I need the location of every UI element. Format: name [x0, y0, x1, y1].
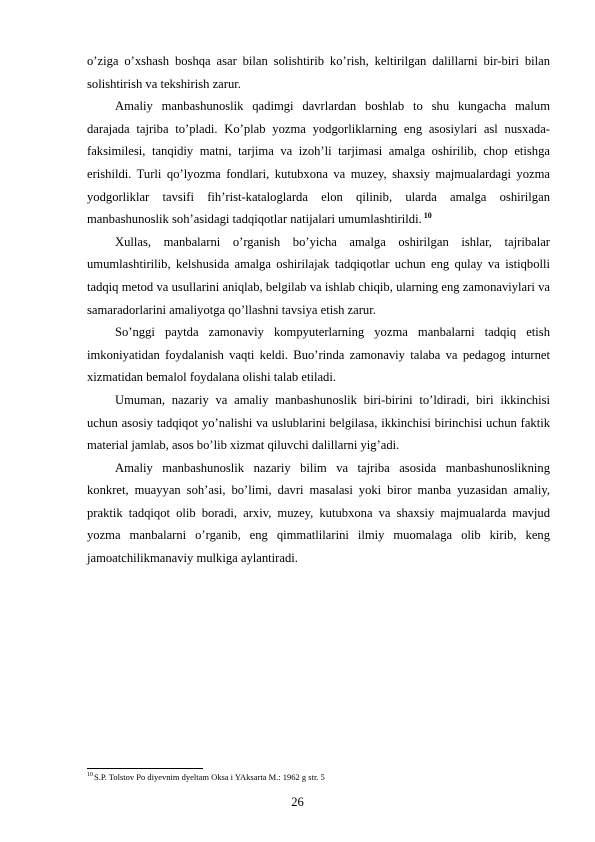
paragraph	[87, 231, 550, 321]
paragraph	[87, 457, 550, 570]
footnote	[87, 771, 550, 783]
footnote-reference[interactable]: 10	[423, 210, 432, 220]
page-body	[87, 50, 550, 570]
paragraph-text: Amaliy manbashunoslik nazariy bilim va tajriba asosida manbashunoslikning konkret, muayyan soh’asi, bo’limi, davri masalasi yoki biror manba yuzasidan amaliy, praktik tadqiqot olib boradi, arxiv, muzey, kutubxona va shaxsiy majmualarda mavjud yozma manbalarni o’rganib, eng qimmatlilarini ilmiy muomalaga olib kirib, keng jamoatchilikmanaviy mulkiga aylantiradi.	[87, 460, 550, 566]
page-number: 26	[291, 795, 304, 809]
footnote-number: 10	[87, 772, 93, 779]
paragraph	[87, 321, 550, 389]
footnote-text: S.P. Tolstov Po diyevnim dyeltam Oksa i YAksarta M.: 1962 g str. 5	[94, 772, 325, 782]
paragraph	[87, 389, 550, 457]
footnote-divider	[87, 768, 203, 769]
paragraph-text: o’ziga o’xshash boshqa asar bilan solishtirib ko’rish, keltirilgan dalillarni bir-biri bilan solishtirish va tekshirish zarur.	[87, 54, 550, 91]
paragraph	[87, 95, 550, 231]
paragraph-text: So’nggi paytda zamonaviy kompyuterlarning yozma manbalarni tadqiq etish imkoniyatidan foydalanish vaqti keldi. Buo’rinda zamonaviy talaba va pedagog inturnet xizmatidan bemalol foydalana olishi talab etiladi.	[87, 325, 550, 385]
paragraph-continuation	[87, 50, 550, 95]
paragraph-text: Amaliy manbashunoslik qadimgi davrlardan boshlab to shu kungacha malum darajada tajriba to’pladi. Ko’plab yozma yodgorliklarning eng asosiylari asl nusxada-faksimilesi, tanqidiy matni, tarjima va izoh’li tarjimasi amalga oshirilib, chop etishga erishildi. Turli qo’lyozma fondlari, kutubxona va muzey, shaxsiy majmualardagi yozma yodgorliklar tavsifi fih’rist-kataloglarda elon qilinib, ularda amalga oshirilgan manbashunoslik soh’asidagi tadqiqotlar natijalari umumlashtirildi.	[87, 99, 550, 227]
paragraph-text: Umuman, nazariy va amaliy manbashunoslik biri-birini to’ldiradi, biri ikkinchisi uchun asosiy tadqiqot yo’nalishi va uslublarini belgilasa, ikkinchisi birinchisi uchun faktik material jamlab, asos bo’lib xizmat qiluvchi dalillarni yig’adi.	[87, 392, 550, 453]
paragraph-text: Xullas, manbalarni o’rganish bo’yicha amalga oshirilgan ishlar, tajribalar umumlashtirilib, kelshusida amalga oshirilajak tadqiqotlar uchun eng qulay va istiqbolli tadqiq metod va usullarini aniqlab, belgilab va ishlab chiqib, ularning eng zamonaviylari va samaradorlarini amaliyotga qo’llashni tavsiya etish zarur.	[87, 234, 550, 317]
